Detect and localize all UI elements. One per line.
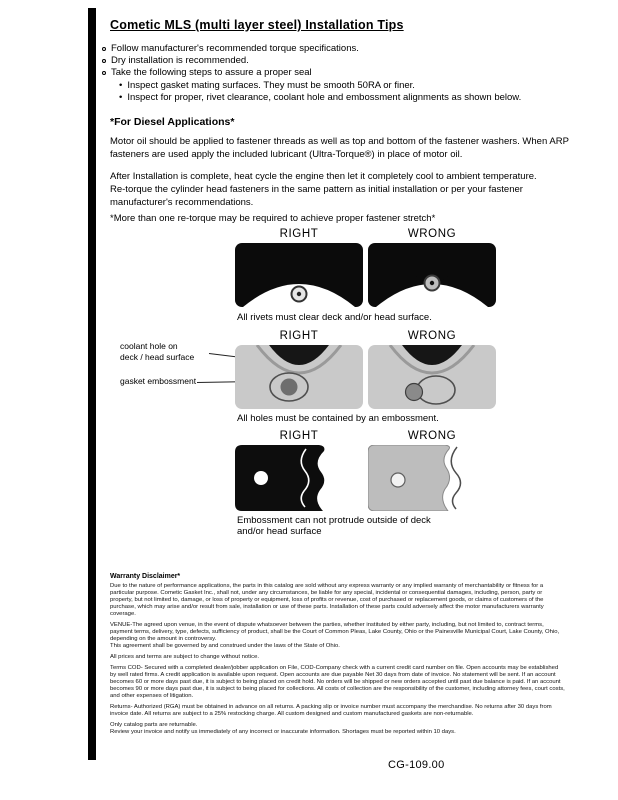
- disclaimer-paragraph: Returns- Authorized (RGA) must be obtained in advance on all returns. A packing slip or invoice number must accompany the merchandise. No returns after 30 days from invoice date. All returns are subject to a 25% restocking charge. All custom designed and custom manufactured gaskets are non-returnable.: [110, 704, 552, 717]
- disclaimer-paragraph: This agreement shall be governed by and construed under the laws of the State of Ohio.: [110, 643, 340, 649]
- caption-rivets: All rivets must clear deck and/or head surface.: [237, 312, 432, 323]
- callout-text: gasket embossment: [120, 376, 197, 386]
- diagram-rivet-wrong-image: [368, 243, 496, 307]
- right-label-row2: RIGHT: [279, 330, 319, 342]
- tip-text: Inspect gasket mating surfaces. They must be smooth 50RA or finer.: [127, 79, 415, 91]
- tip-text: Dry installation is recommended.: [111, 55, 249, 67]
- wrong-label-row3: WRONG: [407, 430, 457, 442]
- diesel-heading: *For Diesel Applications*: [110, 116, 235, 128]
- list-item: [119, 80, 521, 92]
- tip-text: Follow manufacturer's recommended torque specifications.: [111, 43, 359, 54]
- right-label-row1: RIGHT: [279, 228, 319, 240]
- page-title: Cometic MLS (multi layer steel) Installation Tips: [110, 18, 404, 32]
- diesel-paragraph-1: Motor oil should be applied to fastener threads as well as top and bottom of the fastener washers. When ARP fasteners are used apply the included lubricant (Ultra-Torque®) in place of motor oil.: [110, 136, 569, 161]
- wrong-label-row2: WRONG: [407, 330, 457, 342]
- retorque-note: *More than one re-torque may be required to achieve proper fastener stretch*: [110, 213, 436, 224]
- disclaimer-paragraph: Due to the nature of performance applications, the parts in this catalog are sold without any express warranty or any implied warranty of merchantability or fitness for a particular purpose. Cometic Gasket Inc., shall not, under any circumstances, be liable for any special, incidental or consequential damages, including, person, party or property, but not limited to, damage, or loss of property or equipment, loss of profits or revenue, cost of purchased or replacement goods, or claims of customers of the purchase, which may arise and/or result from sale, installation or use of these parts. Installation of these parts could adversely affect the motor manufacturers warranty coverage.: [110, 583, 544, 617]
- list-item: [119, 92, 521, 104]
- diesel-paragraph-2: After Installation is complete, heat cycle the engine then let it completely cool to ambient temperature. Re-torque the cylinder head fasteners in the same pattern as initial installation or per your fastener manufacturer's recommendations.: [110, 171, 537, 209]
- coolant-hole-callout: [120, 341, 215, 362]
- disclaimer-paragraph: VENUE-The agreed upon venue, in the event of dispute whatsoever between the parties, whether instituted by either party, including, but not limited to, contract terms, payment terms, delivery, type, defects, sufficiency of product, shall be the Court of Common Pleas, Lake County, Ohio or the Painesville Municipal Court, Lake County, Ohio, depending on the amount in controversy.: [110, 622, 560, 642]
- tip-text: Take the following steps to assure a proper seal: [111, 67, 312, 79]
- caption-holes: All holes must be contained by an embossment.: [237, 413, 439, 424]
- list-item: [102, 67, 521, 79]
- disclaimer-paragraph: Terms COD- Secured with a completed dealer/jobber application on File, COD-Company check with a current credit card number on file. Open accounts may be established by well rated firms. A credit application is available upon request. Open accounts are due payable Net 30 days from date of invoice. No statement will be sent. If an account becomes 60 or more days past due, it is subject to being placed on credit hold. No orders will be shipped or new orders accepted until past due balance is paid. If an account becomes 90 or more days past due, it is subject to being placed for collections. All costs of collection are the responsibility of the customer, including attorney fees, court costs, and other expenses of litigation.: [110, 665, 565, 699]
- right-label-row3: RIGHT: [279, 430, 319, 442]
- dot-bullet-icon: [119, 80, 122, 92]
- tip-text: Inspect for proper, rivet clearance, coolant hole and embossment alignments as shown below.: [127, 91, 522, 103]
- disclaimer-paragraph: Review your invoice and notify us immediately of any incorrect or inaccurate information. Shortages must be reported within 10 days.: [110, 729, 456, 735]
- dot-bullet-icon: [119, 92, 122, 104]
- callout-text: deck / head surface: [120, 351, 195, 362]
- list-item: [102, 55, 521, 67]
- diagram-holes-right-image: [235, 345, 363, 409]
- circle-bullet-icon: [102, 59, 106, 63]
- callout-text: coolant hole on: [120, 341, 178, 351]
- diagram-rivet-right-image: [235, 243, 363, 307]
- diagram-holes-wrong-image: [368, 345, 496, 409]
- circle-bullet-icon: [102, 71, 106, 75]
- installation-tips-list: [102, 43, 521, 104]
- disclaimer-paragraph: All prices and terms are subject to change without notice.: [110, 654, 259, 660]
- list-item: [102, 43, 521, 55]
- left-margin-bar: [88, 8, 96, 760]
- caption-embossment: Embossment can not protrude outside of deck and/or head surface: [237, 515, 431, 537]
- wrong-label-row1: WRONG: [407, 228, 457, 240]
- warranty-disclaimer-heading: Warranty Disclaimer*: [110, 573, 181, 580]
- circle-bullet-icon: [102, 47, 106, 51]
- warranty-disclaimer-body: [110, 583, 565, 736]
- gasket-embossment-callout: [120, 376, 196, 387]
- page-code: CG-109.00: [388, 759, 445, 771]
- diagram-embossment-wrong-image: [368, 445, 496, 511]
- diagram-embossment-right-image: [235, 445, 363, 511]
- disclaimer-paragraph: Only catalog parts are returnable.: [110, 722, 198, 728]
